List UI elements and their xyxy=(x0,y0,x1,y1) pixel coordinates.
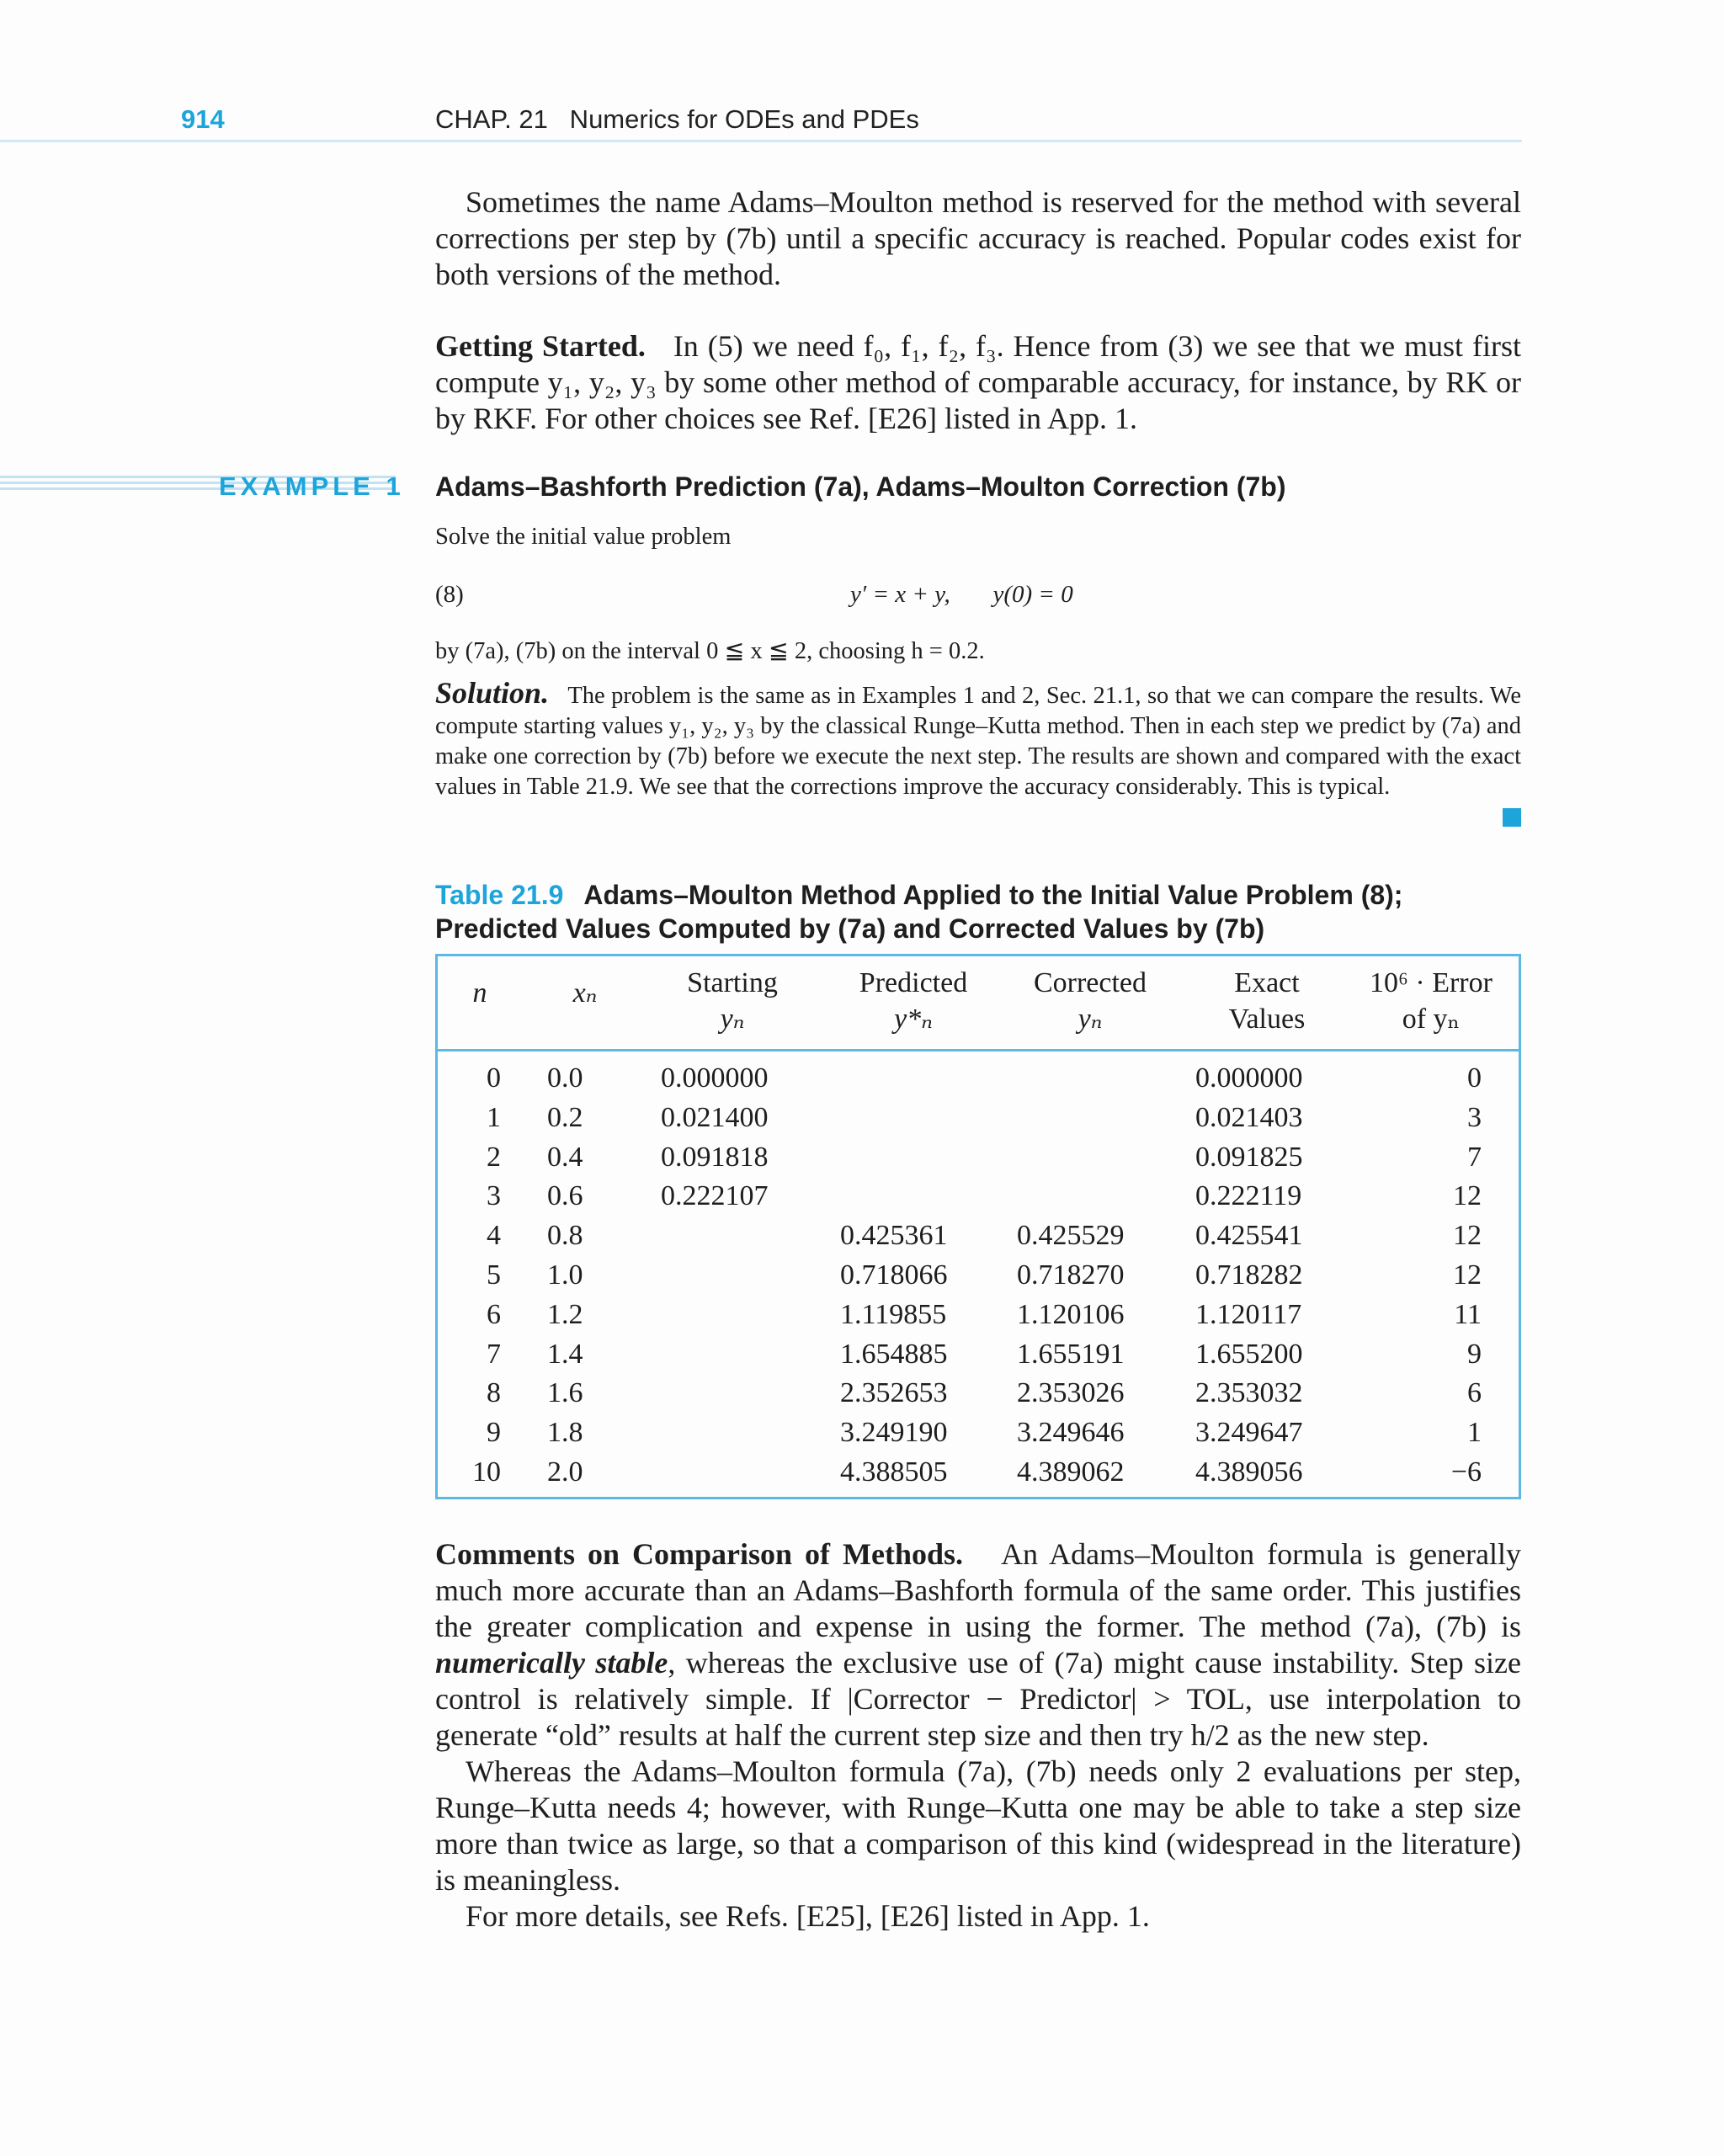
cell-x: 1.4 xyxy=(547,1338,583,1370)
cell-corrected: 2.353026 xyxy=(1017,1377,1125,1409)
cell-corrected: 1.120106 xyxy=(1017,1298,1125,1330)
header-error: 10⁶ · Error of yₙ xyxy=(1370,967,1493,1035)
getting-started-body: In (5) we need f₀, f₁, f₂, f₃. Hence from (3) we see that we must first compute y₁, y₂, y₃ by some other method of comparable accuracy, for instance, by RK or by RKF. For other choices see Ref. [E26] listed in App. 1. xyxy=(435,329,1521,435)
comments-paragraph-3: For more details, see Refs. [E25], [E26] listed in App. 1. xyxy=(466,1899,1150,1933)
header-n: n xyxy=(472,977,487,1009)
cell-error: 12 xyxy=(1453,1220,1482,1252)
solution-heading: Solution. xyxy=(435,676,550,710)
table-row xyxy=(438,1216,1519,1256)
cell-error: 0 xyxy=(1467,1062,1482,1094)
table-row xyxy=(438,1453,1519,1493)
cell-x: 0.6 xyxy=(547,1180,583,1212)
cell-n: 6 xyxy=(487,1298,501,1330)
cell-exact: 2.353032 xyxy=(1195,1377,1303,1409)
cell-corrected: 3.249646 xyxy=(1017,1417,1125,1449)
table-row xyxy=(438,1374,1519,1413)
page-number: 914 xyxy=(181,104,225,134)
cell-error: 12 xyxy=(1453,1180,1482,1212)
cell-x: 1.6 xyxy=(547,1377,583,1409)
cell-starting: 0.222107 xyxy=(661,1180,769,1212)
chapter-heading: CHAP. 21 Numerics for ODEs and PDEs xyxy=(435,104,919,134)
header-corrected: Corrected yₙ xyxy=(1033,967,1147,1035)
cell-corrected: 0.425529 xyxy=(1017,1220,1125,1252)
cell-predicted: 3.249190 xyxy=(840,1417,948,1449)
cell-n: 0 xyxy=(487,1062,501,1094)
results-table xyxy=(435,954,1521,1499)
cell-exact: 0.222119 xyxy=(1195,1180,1302,1212)
solution-paragraph xyxy=(435,678,1521,802)
example-interval: by (7a), (7b) on the interval 0 ≦ x ≦ 2, choosing h = 0.2. xyxy=(435,638,985,664)
table-row xyxy=(438,1059,1519,1099)
comments-paragraph-2: Whereas the Adams–Moulton formula (7a), (7b) needs only 2 evaluations per step, Runge–Kutta needs 4; however, with Runge–Kutta one may be able to take a step size more than twice as large, so that a comparison of this kind (widespread in the literature) is meaningless. xyxy=(435,1754,1521,1897)
table-header-row xyxy=(438,956,1519,1051)
cell-predicted: 1.654885 xyxy=(840,1338,948,1370)
comments-paragraph-1: Comments on Comparison of Methods. An Adams–Moulton formula is generally much more accurate than an Adams–Bashforth formula of the same order. This justifies the greater complication and expense in using the former. The method (7a), (7b) is numerically stable, whereas the exclusive use of (7a) might cause instability. Step size control is relatively simple. If |Corrector − Predictor| > TOL, use interpolation to generate “old” results at half the current step size and then try h/2 as the new step. xyxy=(435,1537,1522,1752)
example-title: Adams–Bashforth Prediction (7a), Adams–Moulton Correction (7b) xyxy=(435,471,1286,502)
cell-n: 9 xyxy=(487,1417,501,1449)
table-caption-text: Adams–Moulton Method Applied to the Initial Value Problem (8); Predicted Values Computed by (7a) and Corrected Values by (7b) xyxy=(435,880,1403,944)
cell-x: 1.8 xyxy=(547,1417,583,1449)
solution-body: The problem is the same as in Examples 1 and 2, Sec. 21.1, so that we can compare the results. We compute starting values y₁, y₂, y₃ by the classical Runge–Kutta method. Then in each step we predict by (7a) and make one correction by (7b) before we execute the next step. The results are shown and compared with the exact values in Table 21.9. We see that the corrections improve the accuracy considerably. This is typical. xyxy=(435,683,1522,800)
intro-paragraph-1: Sometimes the name Adams–Moulton method is reserved for the method with several corrections per step by (7b) until a specific accuracy is reached. Popular codes exist for both versions of the method. xyxy=(435,185,1521,291)
cell-n: 7 xyxy=(487,1338,501,1370)
table-row xyxy=(438,1099,1519,1138)
cell-n: 1 xyxy=(487,1101,501,1133)
cell-x: 1.0 xyxy=(547,1259,583,1291)
table-row xyxy=(438,1296,1519,1335)
cell-x: 0.4 xyxy=(547,1141,583,1173)
cell-x: 0.2 xyxy=(547,1101,583,1133)
cell-n: 8 xyxy=(487,1377,501,1409)
cell-predicted: 4.388505 xyxy=(840,1456,948,1488)
cell-x: 2.0 xyxy=(547,1456,583,1488)
table-row xyxy=(438,1256,1519,1296)
cell-corrected: 1.655191 xyxy=(1017,1338,1125,1370)
cell-exact: 0.091825 xyxy=(1195,1141,1303,1173)
table-number: Table 21.9 xyxy=(435,880,564,910)
cell-predicted: 0.425361 xyxy=(840,1220,948,1252)
table-row xyxy=(438,1335,1519,1375)
header-starting: Starting yₙ xyxy=(687,967,778,1035)
cell-exact: 0.718282 xyxy=(1195,1259,1303,1291)
end-of-example-square xyxy=(1503,808,1521,827)
cell-error: −6 xyxy=(1450,1456,1482,1488)
cell-n: 2 xyxy=(487,1141,501,1173)
cell-starting: 0.021400 xyxy=(661,1101,769,1133)
cell-exact: 0.425541 xyxy=(1195,1220,1303,1252)
cell-x: 0.0 xyxy=(547,1062,583,1094)
cell-predicted: 0.718066 xyxy=(840,1259,948,1291)
cell-exact: 0.000000 xyxy=(1195,1062,1303,1094)
cell-corrected: 0.718270 xyxy=(1017,1259,1125,1291)
table-caption xyxy=(435,878,1521,945)
cell-n: 10 xyxy=(472,1456,501,1488)
emphasis-numerically-stable: numerically stable xyxy=(435,1646,668,1680)
cell-predicted: 1.119855 xyxy=(840,1298,947,1330)
equation-number: (8) xyxy=(435,581,464,608)
cell-exact: 1.655200 xyxy=(1195,1338,1303,1370)
cell-n: 3 xyxy=(487,1180,501,1212)
cell-error: 7 xyxy=(1467,1141,1482,1173)
header-rule xyxy=(0,140,1522,142)
cell-n: 5 xyxy=(487,1259,501,1291)
table-row xyxy=(438,1413,1519,1453)
cell-error: 6 xyxy=(1467,1377,1482,1409)
cell-starting: 0.000000 xyxy=(661,1062,769,1094)
cell-x: 1.2 xyxy=(547,1298,583,1330)
cell-error: 1 xyxy=(1467,1417,1482,1449)
cell-exact: 4.389056 xyxy=(1195,1456,1303,1488)
example-label: EXAMPLE 1 xyxy=(219,471,405,501)
cell-error: 12 xyxy=(1453,1259,1482,1291)
cell-predicted: 2.352653 xyxy=(840,1377,948,1409)
cell-corrected: 4.389062 xyxy=(1017,1456,1125,1488)
example-task: Solve the initial value problem xyxy=(435,524,732,550)
cell-exact: 1.120117 xyxy=(1195,1298,1302,1330)
getting-started-heading: Getting Started. xyxy=(435,329,646,363)
intro-paragraph-2 xyxy=(435,328,1521,437)
cell-x: 0.8 xyxy=(547,1220,583,1252)
cell-n: 4 xyxy=(487,1220,501,1252)
cell-exact: 3.249647 xyxy=(1195,1417,1303,1449)
cell-error: 9 xyxy=(1467,1338,1482,1370)
cell-error: 11 xyxy=(1454,1298,1482,1330)
cell-exact: 0.021403 xyxy=(1195,1101,1303,1133)
table-row xyxy=(438,1177,1519,1216)
cell-starting: 0.091818 xyxy=(661,1141,769,1173)
cell-error: 3 xyxy=(1467,1101,1482,1133)
comments-heading: Comments on Comparison of Methods. xyxy=(435,1537,964,1571)
header-xn: xₙ xyxy=(572,977,598,1009)
equation: y′ = x + y, y(0) = 0 xyxy=(850,581,1073,608)
table-row xyxy=(438,1138,1519,1178)
header-predicted: Predicted y*ₙ xyxy=(859,967,968,1035)
header-exact: Exact Values xyxy=(1228,967,1306,1035)
